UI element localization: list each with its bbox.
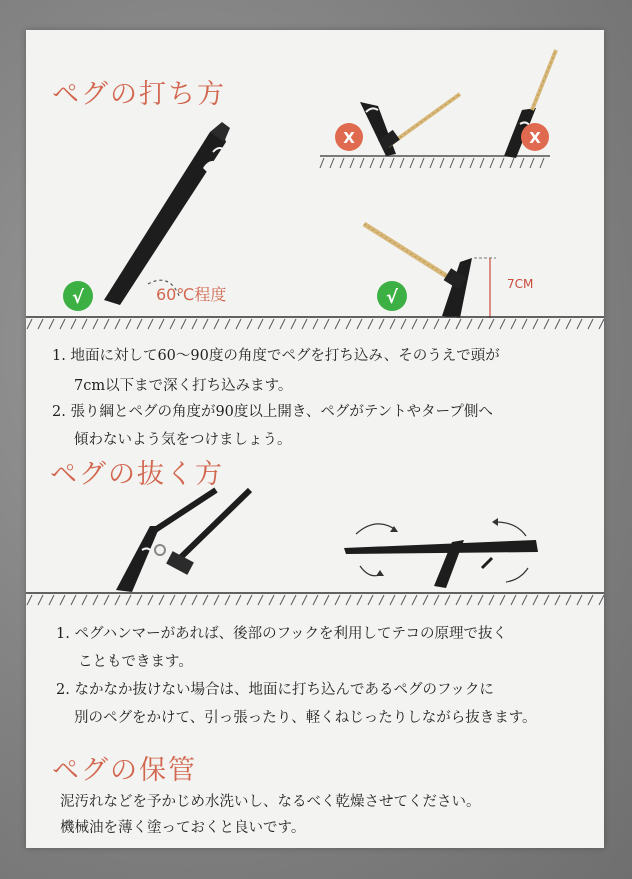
angle-label: 60℃程度 [156, 285, 227, 304]
correct-mark-icon [62, 280, 94, 312]
step-text: 2. なかなか抜けない場合は、地面に打ち込んであるペグのフックに [56, 682, 494, 698]
svg-text:X: X [343, 129, 355, 147]
storage-text: 泥汚れなどを予かじめ水洗いし、なるべく乾燥させてください。 [60, 794, 481, 810]
section-title-removing: ペグの抜く方 [50, 459, 224, 490]
svg-text:X: X [529, 129, 541, 147]
ground-hatch [26, 316, 604, 332]
step-text: 7cm以下まで深く打ち込みます。 [74, 378, 293, 394]
section-title-storage: ペグの保管 [52, 755, 197, 786]
correct-mark-icon [376, 280, 408, 312]
ground-hatch [26, 592, 604, 608]
hook-removal-illustration [116, 486, 286, 596]
instruction-sheet [26, 30, 604, 848]
section-title-driving: ペグの打ち方 [52, 79, 226, 110]
svg-text:√: √ [385, 287, 399, 308]
svg-text:√: √ [71, 287, 85, 308]
step-text: 1. ペグハンマーがあれば、後部のフックを利用してテコの原理で抜く [56, 626, 507, 642]
depth-label: 7CM [507, 277, 534, 291]
step-text: 2. 張り綱とペグの角度が90度以上開き、ペグがテントやタープ側へ [52, 404, 493, 420]
step-text: 別のペグをかけて、引っ張ったり、軽くねじったりしながら抜きます。 [74, 710, 537, 726]
wrong-mark-icon [520, 122, 550, 152]
step-text: こともできます。 [78, 654, 193, 670]
step-text: 傾わないよう気をつけましょう。 [74, 432, 292, 448]
storage-text: 機械油を薄く塗っておくと良いです。 [60, 820, 306, 836]
twist-removal-illustration [336, 516, 556, 596]
wrong-mark-icon [334, 122, 364, 152]
step-text: 1. 地面に対して60～90度の角度でペグを打ち込み、そのうえで頭が [52, 348, 500, 364]
